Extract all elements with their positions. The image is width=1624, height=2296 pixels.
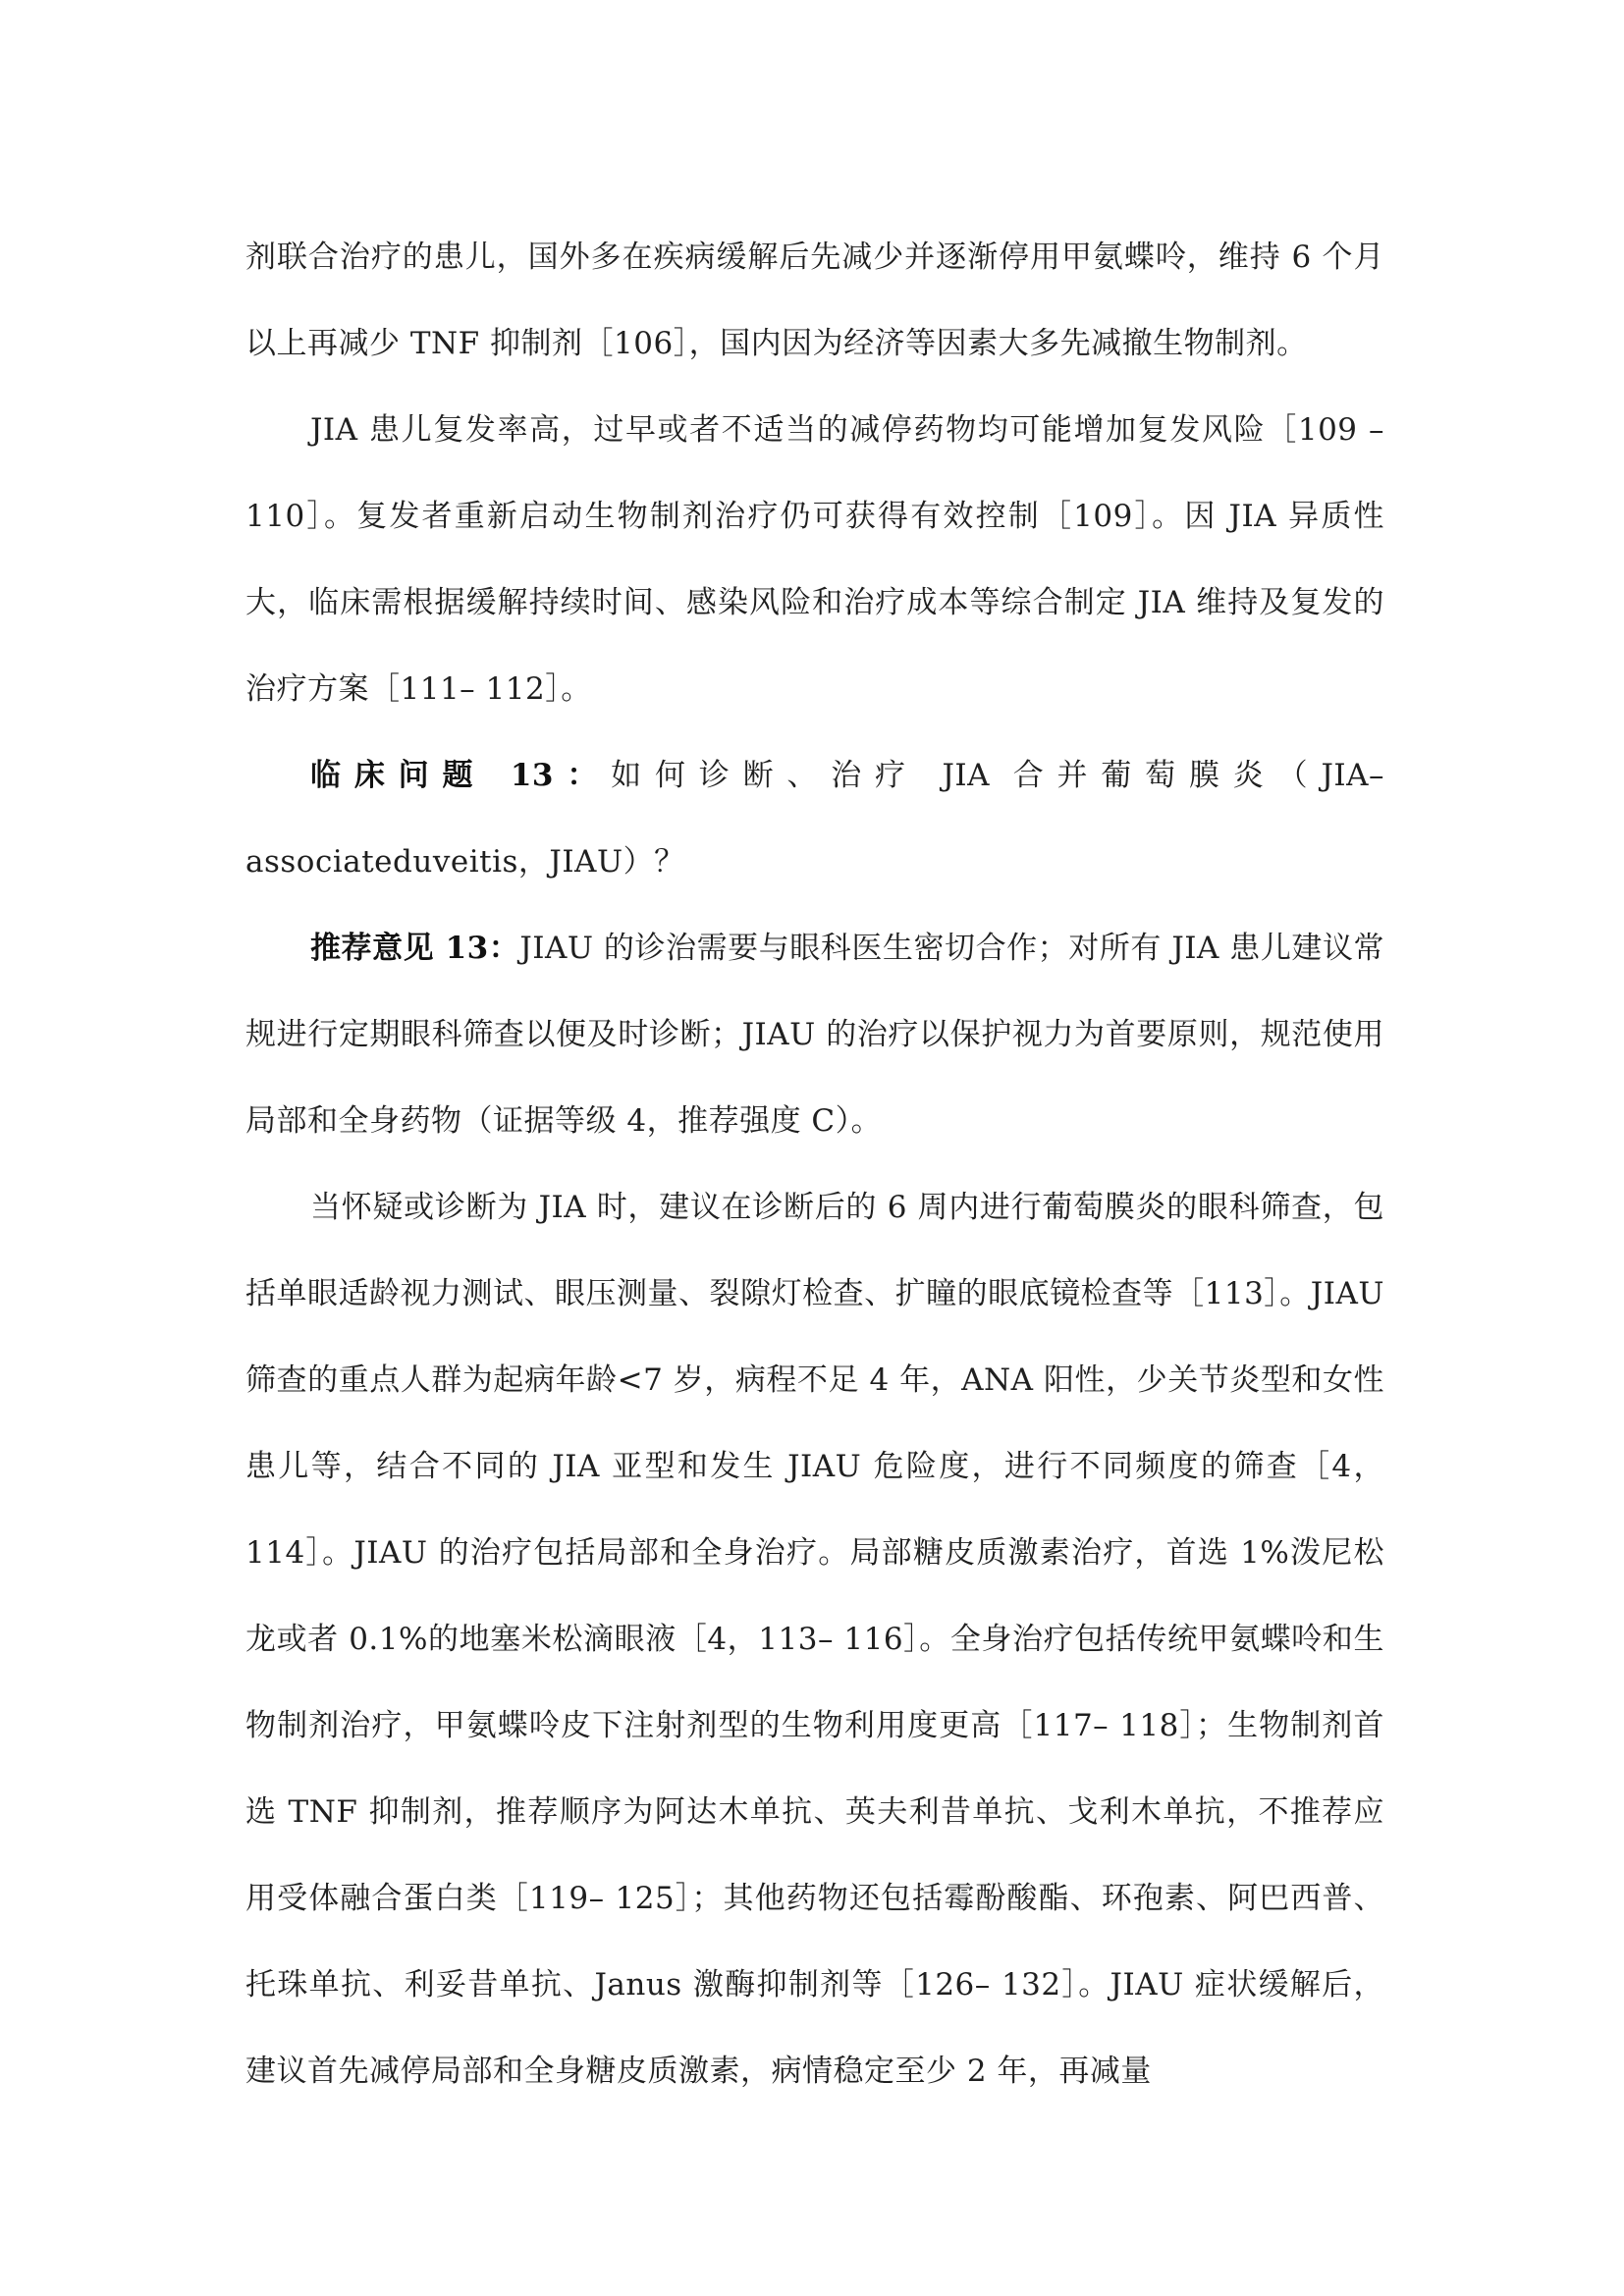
question-text: 如何诊断、治疗 JIA 合并葡萄膜炎（JIA– associateduveitis，JIAU）？ <box>245 758 1384 880</box>
recommendation-13 <box>245 905 1384 1164</box>
paragraph-text: 当怀疑或诊断为 JIA 时，建议在诊断后的 6 周内进行葡萄膜炎的眼科筛查，包括单眼适龄视力测试、眼压测量、裂隙灯检查、扩瞳的眼底镜检查等［113］。JIAU 筛查的重点人群为起病年龄<7 岁，病程不足 4 年，ANA 阳性，少关节炎型和女性患儿等，结合不同的 JIA 亚型和发生 JIAU 危险度，进行不同频度的筛查［4，114］。JIAU 的治疗包括局部和全身治疗。局部糖皮质激素治疗，首选 1%泼尼松龙或者 0.1%的地塞米松滴眼液［4，113– 116］。全身治疗包括传统甲氨蝶呤和生物制剂治疗，甲氨蝶呤皮下注射剂型的生物利用度更高［117– 118］；生物制剂首选 TNF 抑制剂，推荐顺序为阿达木单抗、英夫利昔单抗、戈利木单抗，不推荐应用受体融合蛋白类［119– 125］；其他药物还包括霉酚酸酯、环孢素、阿巴西普、托珠单抗、利妥昔单抗、Janus 激酶抑制剂等［126– 132］。JIAU 症状缓解后，建议首先减停局部和全身糖皮质激素，病情稳定至少 2 年，再减量 <box>245 1190 1384 2089</box>
paragraph-text: 剂联合治疗的患儿，国外多在疾病缓解后先减少并逐渐停用甲氨蝶呤，维持 6 个月以上再减少 TNF 抑制剂［106］，国内因为经济等因素大多先减撤生物制剂。 <box>245 240 1384 361</box>
recommendation-text: JIAU 的诊治需要与眼科医生密切合作；对所有 JIA 患儿建议常规进行定期眼科筛查以便及时诊断；JIAU 的治疗以保护视力为首要原则，规范使用局部和全身药物（证据等级 4，推荐强度 C）。 <box>245 931 1385 1139</box>
body-text <box>245 214 1384 2114</box>
paragraph-screening <box>245 1164 1384 2114</box>
clinical-question-13 <box>245 732 1384 905</box>
recommendation-label: 推荐意见 13： <box>310 931 520 966</box>
question-label: 临床问题 13： <box>310 758 612 793</box>
paragraph-relapse <box>245 387 1384 732</box>
paragraph-continuation <box>245 214 1384 387</box>
paragraph-text: JIA 患儿复发率高，过早或者不适当的减停药物均可能增加复发风险［109 – 110］。复发者重新启动生物制剂治疗仍可获得有效控制［109］。因 JIA 异质性大，临床需根据缓解持续时间、感染风险和治疗成本等综合制定 JIA 维持及复发的治疗方案［111– 112］。 <box>245 412 1384 707</box>
